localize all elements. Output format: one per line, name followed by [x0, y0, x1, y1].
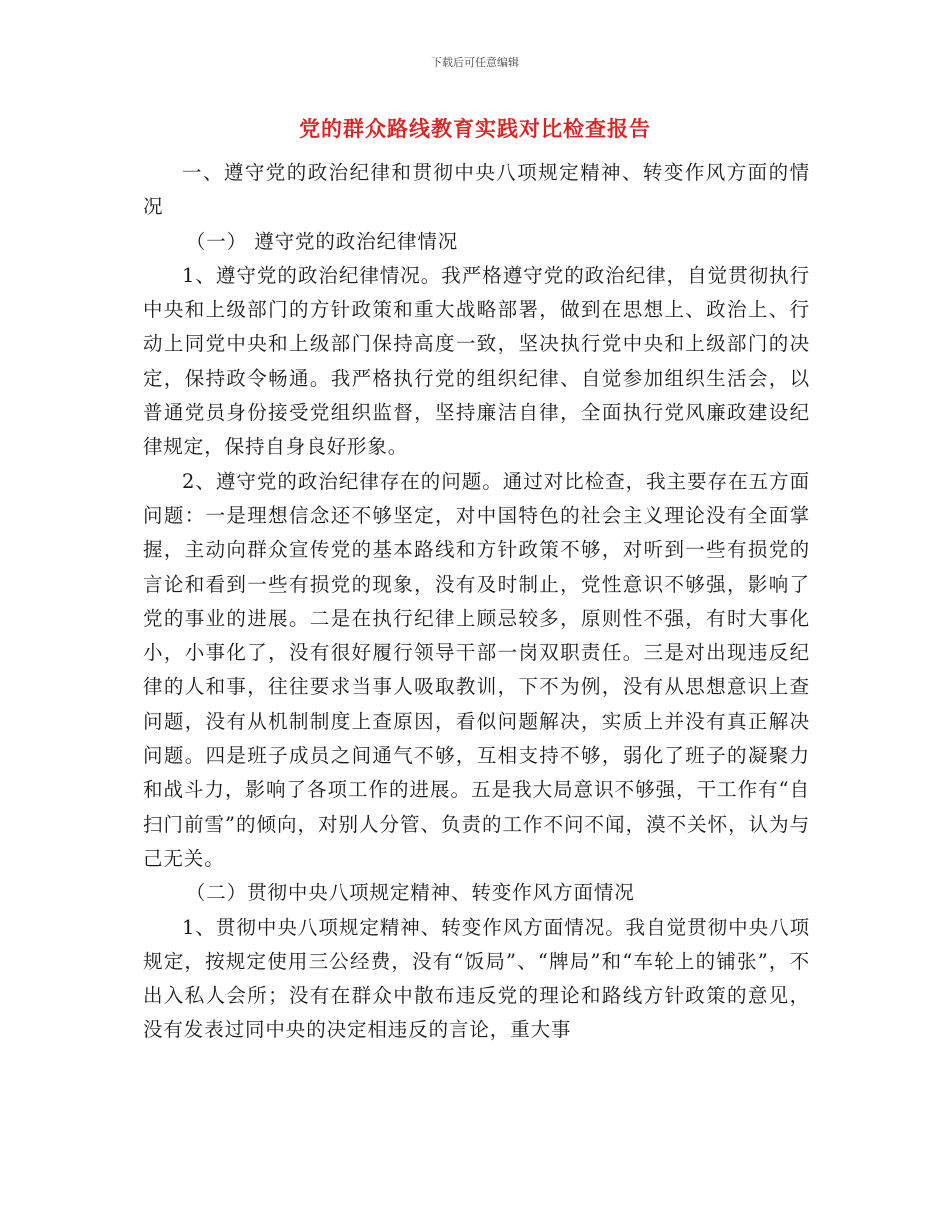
paragraph-2: 2、遵守党的政治纪律存在的问题。通过对比检查，我主要存在五方面问题：一是理想信念还不够坚定，对中国特色的社会主义理论没有全面掌握，主动向群众宣传党的基本路线和方针政策不够，对听到一些有损党的言论和看到一些有损党的现象，没有及时制止，党性意识不够强，影响了党的事业的进展。二是在执行纪律上顾忌较多，原则性不强，有时大事化小，小事化了，没有很好履行领导干部一岗双职责任。三是对出现违反纪律的人和事，往往要求当事人吸取教训，下不为例，没有从思想意识上查问题，没有从机制制度上查原因，看似问题解决，实质上并没有真正解决问题。四是班子成员之间通气不够，互相支持不够，弱化了班子的凝聚力和战斗力，影响了各项工作的进展。五是我大局意识不够强，干工作有“自扫门前雪”的倾向，对别人分管、负责的工作不问不闻，漠不关怀，认为与己无关。 [143, 469, 810, 870]
header-note: 下载后可任意编辑 [431, 56, 519, 69]
section-heading-1: 一、遵守党的政治纪律和贯彻中央八项规定精神、转变作风方面的情况 [143, 161, 810, 219]
subsection-heading-1: （一） 遵守党的政治纪律情况 [185, 229, 459, 253]
document-title: 党的群众路线教育实践对比检查报告 [299, 117, 651, 141]
paragraph-1: 1、遵守党的政治纪律情况。我严格遵守党的政治纪律，自觉贯彻执行中央和上级部门的方针政策和重大战略部署，做到在思想上、政治上、行动上同党中央和上级部门保持高度一致，坚决执行党中央和上级部门的决定，保持政令畅通。我严格执行党的组织纪律、自觉参加组织生活会，以普通党员身份接受党组织监督，坚持廉洁自律，全面执行党风廉政建设纪律规定，保持自身良好形象。 [143, 263, 810, 459]
paragraph-3: 1、贯彻中央八项规定精神、转变作风方面情况。我自觉贯彻中央八项规定，按规定使用三公经费，没有“饭局”、“牌局”和“车轮上的铺张”，不出入私人会所；没有在群众中散布违反党的理论和路线方针政策的意见，没有发表过同中央的决定相违反的言论，重大事 [143, 915, 810, 1042]
subsection-heading-2: （二）贯彻中央八项规定精神、转变作风方面情况 [185, 881, 635, 905]
document-body [143, 156, 810, 1048]
